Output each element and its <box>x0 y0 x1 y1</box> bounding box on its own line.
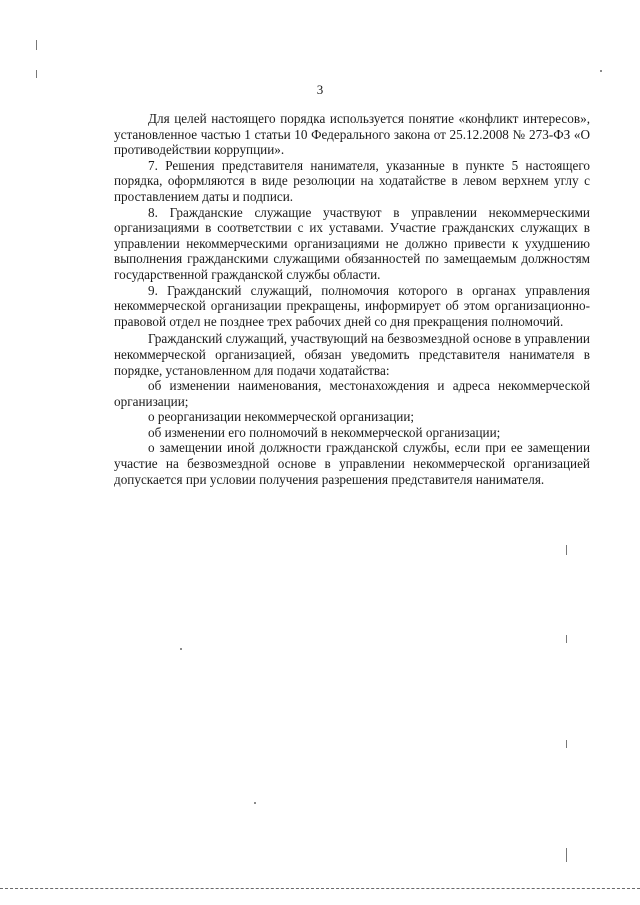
paragraph-conflict-definition: Для целей настоящего порядка используется понятие «конфликт интересов», установленное частью 1 статьи 10 Федерального закона от 25.12.2008 № 273-ФЗ «О противодействии коррупции». <box>114 111 590 158</box>
paragraph-7: 7. Решения представителя нанимателя, указанные в пункте 5 настоящего порядка, оформляются в виде резолюции на ходатайстве в левом верхнем углу с проставлением даты и подписи. <box>114 157 590 204</box>
scan-artifact-right <box>566 740 567 748</box>
paragraph-9: 9. Гражданский служащий, полномочия которого в органах управления некоммерческой организации прекращены, информирует об этом организационно-правовой отдел не позднее трех рабочих дней со дня прекращения полномочий. <box>114 282 590 329</box>
scan-artifact-dot <box>600 70 602 72</box>
list-item-powers-change: об изменении его полномочий в некоммерческой организации; <box>148 424 501 440</box>
scan-artifact-left <box>36 70 37 78</box>
paragraph-8: 8. Гражданские служащие участвуют в управлении некоммерческими организациями в соответствии с их уставами. Участие гражданских служащих в управлении некоммерческими организациями не должно привести к ухудшению выполнения гражданскими служащими обязанностей по замещаемым должностям государственной гражданской службы области. <box>114 204 590 282</box>
scan-artifact-right <box>566 635 567 643</box>
scan-artifact-left <box>36 40 37 50</box>
scan-artifact-right <box>566 848 567 862</box>
list-item-reorganization: о реорганизации некоммерческой организации; <box>148 409 415 425</box>
scan-artifact-dot <box>254 802 256 804</box>
scan-artifact-dot <box>180 648 182 650</box>
page-number: 3 <box>316 82 324 97</box>
list-item-name-change: об изменении наименования, местонахождения и адреса некоммерческой организации; <box>114 378 590 409</box>
list-item-other-position: о замещении иной должности гражданской службы, если при ее замещении участие на безвозмездной основе в управлении некоммерческой организацией допускается при условии получения разрешения представителя нанимателя. <box>114 440 590 487</box>
scan-artifact-right <box>566 545 567 555</box>
document-body <box>114 111 590 487</box>
scan-artifact-bottom-line <box>0 888 640 890</box>
paragraph-notification-duty: Гражданский служащий, участвующий на безвозмездной основе в управлении некоммерческой организацией, обязан уведомить представителя нанимателя в порядке, установленном для подачи ходатайства: <box>114 331 590 378</box>
